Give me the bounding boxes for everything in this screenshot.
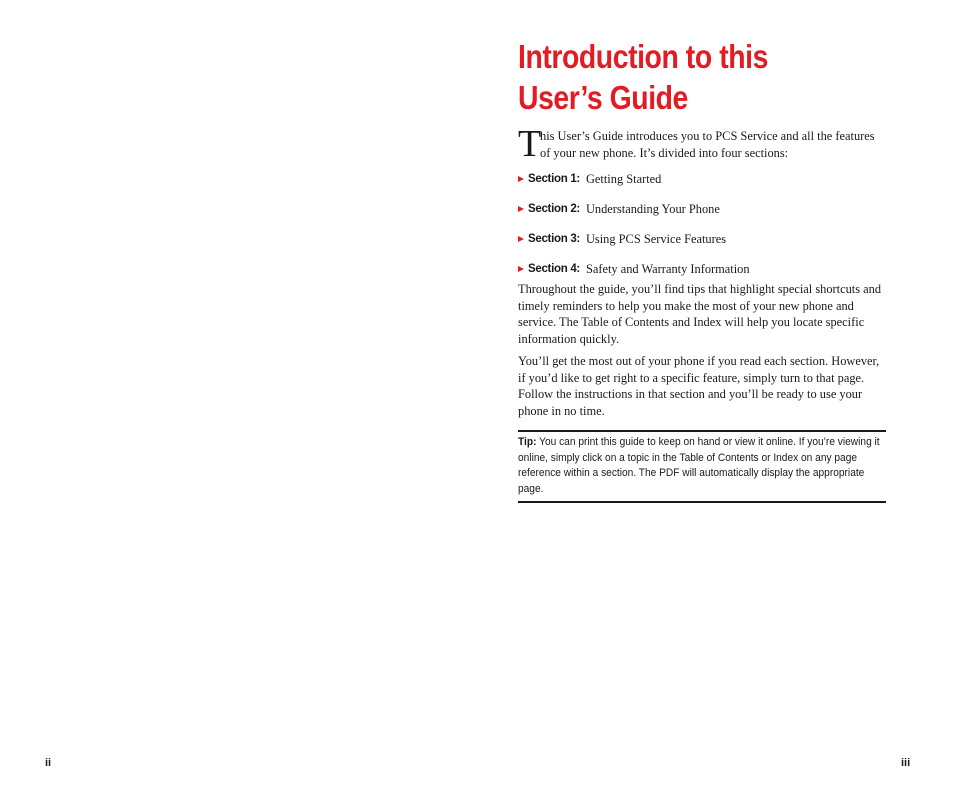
tip-text: You can print this guide to keep on hand or view it online. If you’re viewing it online, simply click on a topic in the Table of Contents or Index on any page reference within a section. The PDF will automatically display the appropriate page. — [518, 436, 880, 495]
page-number-left: ii — [45, 757, 52, 769]
section-title: Safety and Warranty Information — [585, 262, 750, 276]
section-list — [518, 171, 886, 281]
tip-box — [518, 430, 886, 503]
tip-content — [518, 435, 886, 497]
section-title: Using PCS Service Features — [585, 232, 727, 246]
intro-paragraph — [518, 123, 886, 165]
section-label: Section 1: — [528, 173, 580, 185]
tip-label: Tip: — [518, 436, 537, 448]
list-item — [518, 261, 886, 281]
red-triangle-arrow-icon — [518, 206, 524, 212]
page-title-line-2: User’s Guide — [518, 79, 688, 116]
page-number-right: iii — [901, 757, 911, 769]
paragraph-usage: You’ll get the most out of your phone if you read each section. However, if you’d like to get right to a specific feature, simply turn to that page. Follow the instructions in that section and you’ll be ready to use your phone in no time. — [518, 354, 880, 418]
red-triangle-arrow-icon — [518, 236, 524, 242]
page-title-line-1: Introduction to this — [518, 38, 768, 75]
drop-cap: T — [518, 123, 542, 165]
intro-text: his User’s Guide introduces you to PCS Service and all the features of your new phone. It’s divided into four sections: — [540, 129, 875, 160]
section-title: Getting Started — [585, 172, 662, 186]
right-page — [477, 0, 954, 795]
list-item — [518, 231, 886, 261]
body-text — [518, 123, 886, 425]
list-item — [518, 201, 886, 231]
red-triangle-arrow-icon — [518, 176, 524, 182]
paragraph-tips: Throughout the guide, you’ll find tips that highlight special shortcuts and timely reminders to help you make the most of your new phone and service. The Table of Contents and Index will help you locate specific information quickly. — [518, 282, 882, 346]
red-triangle-arrow-icon — [518, 266, 524, 272]
section-title: Understanding Your Phone — [585, 202, 720, 216]
section-label: Section 3: — [528, 233, 580, 245]
list-item — [518, 171, 886, 201]
section-label: Section 2: — [528, 203, 580, 215]
section-label: Section 4: — [528, 263, 580, 275]
page-title — [518, 36, 862, 118]
